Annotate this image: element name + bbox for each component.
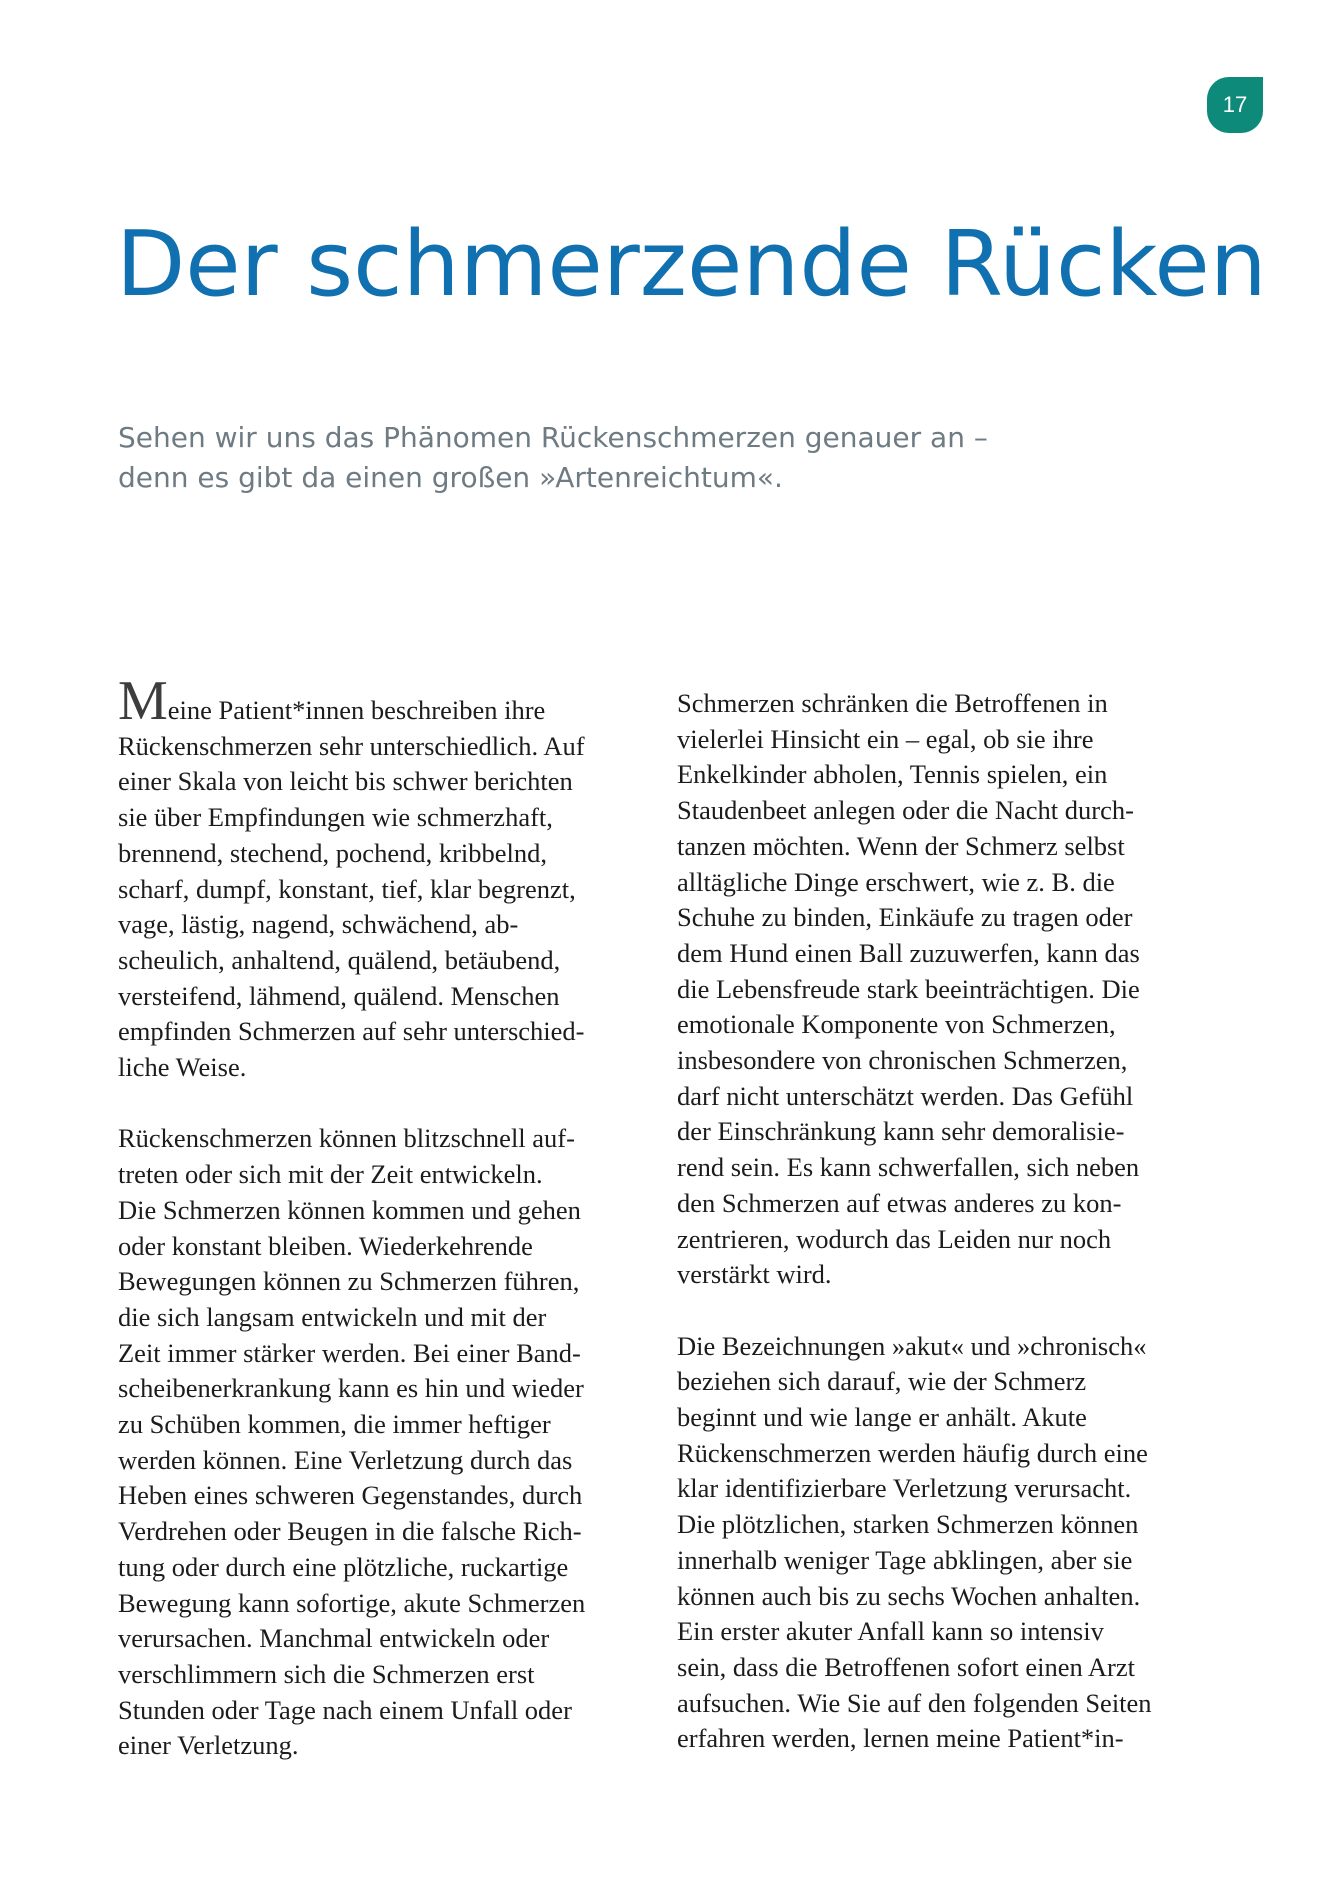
text-line: Die Bezeichnungen »akut« und »chronisch«: [677, 1330, 1147, 1361]
text-line: scheibenerkrankung kann es hin und wieder: [118, 1373, 584, 1404]
text-line: scheulich, anhaltend, quälend, betäubend,: [118, 944, 561, 975]
text-line: scharf, dumpf, konstant, tief, klar begrenzt,: [118, 873, 576, 904]
text-line: Ein erster akuter Anfall kann so intensiv: [677, 1616, 1104, 1647]
subtitle-line: denn es gibt da einen großen »Artenreichtum«.: [118, 461, 783, 494]
subtitle-line: Sehen wir uns das Phänomen Rückenschmerzen genauer an –: [118, 421, 988, 454]
text-line: treten oder sich mit der Zeit entwickeln.: [118, 1159, 543, 1190]
text-line: beginnt und wie lange er anhält. Akute: [677, 1402, 1087, 1433]
text-line: klar identifizierbare Verletzung verursacht.: [677, 1473, 1132, 1504]
text-line: tung oder durch eine plötzliche, ruckartige: [118, 1551, 569, 1582]
text-line: dem Hund einen Ball zuzuwerfen, kann das: [677, 937, 1140, 968]
text-line: den Schmerzen auf etwas anderes zu kon-: [677, 1187, 1122, 1218]
paragraph-lines: [118, 729, 638, 1086]
text-line: Enkelkinder abholen, Tennis spielen, ein: [677, 759, 1108, 790]
text-line: einer Skala von leicht bis schwer berichten: [118, 766, 573, 797]
page-title: Der schmerzende Rücken: [116, 212, 1267, 317]
text-line: Rückenschmerzen werden häufig durch eine: [677, 1437, 1148, 1468]
right-column: [677, 686, 1217, 1793]
text-line: die Lebensfreude stark beeinträchtigen. Die: [677, 973, 1140, 1004]
text-line: Bewegungen können zu Schmerzen führen,: [118, 1266, 580, 1297]
text-line: emotionale Komponente von Schmerzen,: [677, 1009, 1116, 1040]
text-line: tanzen möchten. Wenn der Schmerz selbst: [677, 830, 1125, 861]
text-line: Die plötzlichen, starken Schmerzen können: [677, 1509, 1139, 1540]
text-line: empfinden Schmerzen auf sehr unterschied-: [118, 1016, 585, 1047]
text-line: verstärkt wird.: [677, 1259, 832, 1290]
page-number-badge: 17: [1207, 77, 1263, 133]
text-line: verursachen. Manchmal entwickeln oder: [118, 1623, 550, 1654]
text-line: beziehen sich darauf, wie der Schmerz: [677, 1366, 1087, 1397]
text-line: vielerlei Hinsicht ein – egal, ob sie ihre: [677, 723, 1094, 754]
text-line: Staudenbeet anlegen oder die Nacht durch-: [677, 795, 1134, 826]
right-paragraph-2: [677, 1329, 1217, 1757]
text-line: brennend, stechend, pochend, kribbelnd,: [118, 837, 548, 868]
text-line: zu Schüben kommen, die immer heftiger: [118, 1409, 551, 1440]
text-line: Rückenschmerzen sehr unterschiedlich. Auf: [118, 730, 585, 761]
text-line: Bewegung kann sofortige, akute Schmerzen: [118, 1587, 586, 1618]
text-line: vage, lästig, nagend, schwächend, ab-: [118, 909, 519, 940]
text-line: zentrieren, wodurch das Leiden nur noch: [677, 1223, 1112, 1254]
text-line: insbesondere von chronischen Schmerzen,: [677, 1045, 1128, 1076]
text-line: Die Schmerzen können kommen und gehen: [118, 1194, 581, 1225]
text-line: einer Verletzung.: [118, 1730, 299, 1761]
text-line: die sich langsam entwickeln und mit der: [118, 1301, 547, 1332]
text-line: alltägliche Dinge erschwert, wie z. B. die: [677, 866, 1115, 897]
text-line: der Einschränkung kann sehr demoralisie-: [677, 1116, 1125, 1147]
left-paragraph-1: [118, 670, 638, 1086]
text-line: werden können. Eine Verletzung durch das: [118, 1444, 573, 1475]
text-line: Stunden oder Tage nach einem Unfall oder: [118, 1694, 572, 1725]
text-line: Zeit immer stärker werden. Bei einer Band-: [118, 1337, 581, 1368]
text-line: Rückenschmerzen können blitzschnell auf-: [118, 1123, 575, 1154]
first-line: [118, 670, 638, 732]
left-column: [118, 670, 638, 1800]
text-line: liche Weise.: [118, 1052, 247, 1083]
paragraph-lines: [677, 1329, 1217, 1757]
text-line: können auch bis zu sechs Wochen anhalten.: [677, 1580, 1141, 1611]
text-line: oder konstant bleiben. Wiederkehrende: [118, 1230, 533, 1261]
text-line: sie über Empfindungen wie schmerzhaft,: [118, 802, 553, 833]
text-line: erfahren werden, lernen meine Patient*in-: [677, 1723, 1124, 1754]
text-line: rend sein. Es kann schwerfallen, sich neben: [677, 1152, 1140, 1183]
text-line: Schuhe zu binden, Einkäufe zu tragen oder: [677, 902, 1133, 933]
left-paragraph-2: [118, 1121, 638, 1764]
first-line-text: eine Patient*innen beschreiben ihre: [167, 695, 546, 725]
text-line: sein, dass die Betroffenen sofort einen Arzt: [677, 1651, 1135, 1682]
paragraph-lines: [677, 686, 1217, 1293]
text-line: versteifend, lähmend, quälend. Menschen: [118, 980, 560, 1011]
text-line: Heben eines schweren Gegenstandes, durch: [118, 1480, 583, 1511]
text-line: Verdrehen oder Beugen in die falsche Rich-: [118, 1516, 582, 1547]
text-line: verschlimmern sich die Schmerzen erst: [118, 1658, 535, 1689]
text-line: darf nicht unterschätzt werden. Das Gefühl: [677, 1080, 1134, 1111]
paragraph-lines: [118, 1121, 638, 1764]
right-paragraph-1: [677, 686, 1217, 1293]
text-line: Schmerzen schränken die Betroffenen in: [677, 688, 1108, 718]
subtitle: [118, 418, 1118, 498]
text-line: aufsuchen. Wie Sie auf den folgenden Seiten: [677, 1687, 1152, 1718]
text-line: innerhalb weniger Tage abklingen, aber sie: [677, 1544, 1133, 1575]
drop-cap: M: [118, 670, 168, 732]
